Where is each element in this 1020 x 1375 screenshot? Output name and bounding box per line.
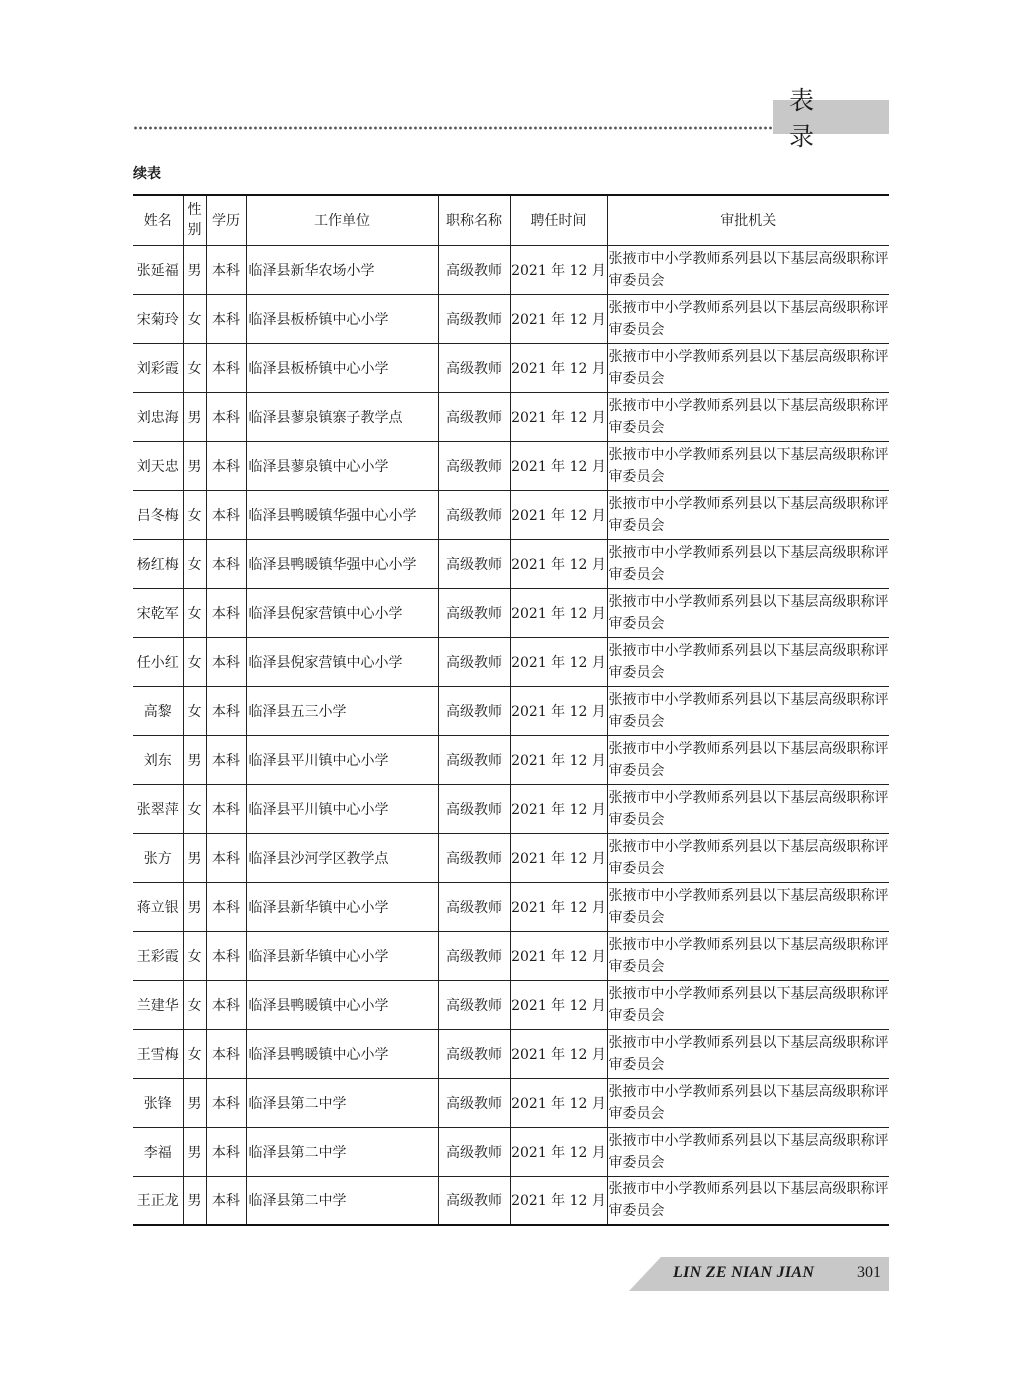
- table-row: [133, 637, 889, 686]
- authority-cell: 张掖市中小学教师系列县以下基层高级职称评审委员会: [607, 931, 889, 980]
- name-cell: 高黎: [133, 686, 183, 735]
- sex-cell: 男: [183, 1127, 206, 1176]
- authority-cell: 张掖市中小学教师系列县以下基层高级职称评审委员会: [607, 392, 889, 441]
- name-cell: 张延福: [133, 245, 183, 294]
- name-cell: 张翠萍: [133, 784, 183, 833]
- education-cell: 本科: [206, 343, 246, 392]
- work-unit-cell: 临泽县新华农场小学: [246, 245, 438, 294]
- education-cell: 本科: [206, 294, 246, 343]
- authority-cell: 张掖市中小学教师系列县以下基层高级职称评审委员会: [607, 1078, 889, 1127]
- title-cell: 高级教师: [438, 441, 510, 490]
- name-cell: 李福: [133, 1127, 183, 1176]
- sex-cell: 女: [183, 294, 206, 343]
- appointment-date-cell: 2021 年 12 月: [510, 637, 607, 686]
- education-cell: 本科: [206, 735, 246, 784]
- work-unit-cell: 临泽县蓼泉镇中心小学: [246, 441, 438, 490]
- appointment-date-cell: 2021 年 12 月: [510, 931, 607, 980]
- sex-cell: 男: [183, 392, 206, 441]
- work-unit-cell: 临泽县蓼泉镇寨子教学点: [246, 392, 438, 441]
- work-unit-cell: 临泽县第二中学: [246, 1176, 438, 1225]
- title-cell: 高级教师: [438, 539, 510, 588]
- sex-cell: 女: [183, 784, 206, 833]
- title-cell: 高级教师: [438, 294, 510, 343]
- appointment-date-cell: 2021 年 12 月: [510, 784, 607, 833]
- name-cell: 吕冬梅: [133, 490, 183, 539]
- authority-cell: 张掖市中小学教师系列县以下基层高级职称评审委员会: [607, 686, 889, 735]
- name-cell: 刘彩霞: [133, 343, 183, 392]
- work-unit-cell: 临泽县鸭暖镇华强中心小学: [246, 539, 438, 588]
- name-cell: 刘天忠: [133, 441, 183, 490]
- appointment-date-cell: 2021 年 12 月: [510, 490, 607, 539]
- authority-cell: 张掖市中小学教师系列县以下基层高级职称评审委员会: [607, 784, 889, 833]
- education-cell: 本科: [206, 539, 246, 588]
- name-cell: 王彩霞: [133, 931, 183, 980]
- education-cell: 本科: [206, 392, 246, 441]
- education-cell: 本科: [206, 1029, 246, 1078]
- table-caption: 续表: [133, 166, 161, 182]
- name-cell: 刘东: [133, 735, 183, 784]
- page-header: [133, 86, 908, 151]
- appointment-date-cell: 2021 年 12 月: [510, 245, 607, 294]
- title-cell: 高级教师: [438, 1078, 510, 1127]
- education-cell: 本科: [206, 784, 246, 833]
- name-cell: 蒋立银: [133, 882, 183, 931]
- education-cell: 本科: [206, 637, 246, 686]
- title-cell: 高级教师: [438, 343, 510, 392]
- work-unit-cell: 临泽县倪家营镇中心小学: [246, 588, 438, 637]
- table-body: [133, 245, 889, 1225]
- title-cell: 高级教师: [438, 980, 510, 1029]
- table-row: [133, 980, 889, 1029]
- sex-cell: 男: [183, 245, 206, 294]
- education-cell: 本科: [206, 833, 246, 882]
- work-unit-cell: 临泽县板桥镇中心小学: [246, 294, 438, 343]
- authority-cell: 张掖市中小学教师系列县以下基层高级职称评审委员会: [607, 343, 889, 392]
- table-row: [133, 588, 889, 637]
- work-unit-cell: 临泽县第二中学: [246, 1127, 438, 1176]
- title-cell: 高级教师: [438, 1127, 510, 1176]
- column-header-title: 职称名称: [438, 195, 510, 245]
- appointment-date-cell: 2021 年 12 月: [510, 539, 607, 588]
- authority-cell: 张掖市中小学教师系列县以下基层高级职称评审委员会: [607, 539, 889, 588]
- appointment-date-cell: 2021 年 12 月: [510, 1127, 607, 1176]
- appointment-date-cell: 2021 年 12 月: [510, 735, 607, 784]
- appointment-date-cell: 2021 年 12 月: [510, 343, 607, 392]
- sex-cell: 女: [183, 980, 206, 1029]
- appointment-date-cell: 2021 年 12 月: [510, 882, 607, 931]
- work-unit-cell: 临泽县平川镇中心小学: [246, 784, 438, 833]
- work-unit-cell: 临泽县鸭暖镇中心小学: [246, 980, 438, 1029]
- authority-cell: 张掖市中小学教师系列县以下基层高级职称评审委员会: [607, 735, 889, 784]
- title-cell: 高级教师: [438, 882, 510, 931]
- title-cell: 高级教师: [438, 637, 510, 686]
- table-row: [133, 294, 889, 343]
- appointment-date-cell: 2021 年 12 月: [510, 588, 607, 637]
- work-unit-cell: 临泽县沙河学区教学点: [246, 833, 438, 882]
- table-header-row: [133, 195, 889, 245]
- table-row: [133, 931, 889, 980]
- appointment-date-cell: 2021 年 12 月: [510, 392, 607, 441]
- table-row: [133, 686, 889, 735]
- education-cell: 本科: [206, 1078, 246, 1127]
- name-cell: 王正龙: [133, 1176, 183, 1225]
- table-row: [133, 1029, 889, 1078]
- authority-cell: 张掖市中小学教师系列县以下基层高级职称评审委员会: [607, 980, 889, 1029]
- sex-cell: 女: [183, 931, 206, 980]
- education-cell: 本科: [206, 588, 246, 637]
- sex-cell: 女: [183, 1029, 206, 1078]
- authority-cell: 张掖市中小学教师系列县以下基层高级职称评审委员会: [607, 1029, 889, 1078]
- education-cell: 本科: [206, 1127, 246, 1176]
- title-cell: 高级教师: [438, 833, 510, 882]
- column-header-name: 姓名: [133, 195, 183, 245]
- sex-cell: 女: [183, 490, 206, 539]
- column-header-appointment-date: 聘任时间: [510, 195, 607, 245]
- table-row: [133, 833, 889, 882]
- column-header-education: 学历: [206, 195, 246, 245]
- appointment-date-cell: 2021 年 12 月: [510, 441, 607, 490]
- authority-cell: 张掖市中小学教师系列县以下基层高级职称评审委员会: [607, 833, 889, 882]
- table-row: [133, 735, 889, 784]
- teacher-roster-table: [133, 194, 889, 1226]
- education-cell: 本科: [206, 980, 246, 1029]
- education-cell: 本科: [206, 882, 246, 931]
- authority-cell: 张掖市中小学教师系列县以下基层高级职称评审委员会: [607, 490, 889, 539]
- name-cell: 张锋: [133, 1078, 183, 1127]
- authority-cell: 张掖市中小学教师系列县以下基层高级职称评审委员会: [607, 882, 889, 931]
- title-cell: 高级教师: [438, 686, 510, 735]
- name-cell: 兰建华: [133, 980, 183, 1029]
- authority-cell: 张掖市中小学教师系列县以下基层高级职称评审委员会: [607, 245, 889, 294]
- table-row: [133, 784, 889, 833]
- work-unit-cell: 临泽县第二中学: [246, 1078, 438, 1127]
- name-cell: 王雪梅: [133, 1029, 183, 1078]
- sex-cell: 男: [183, 1176, 206, 1225]
- sex-cell: 男: [183, 441, 206, 490]
- table-row: [133, 882, 889, 931]
- authority-cell: 张掖市中小学教师系列县以下基层高级职称评审委员会: [607, 441, 889, 490]
- column-header-authority: 审批机关: [607, 195, 889, 245]
- sex-cell: 女: [183, 637, 206, 686]
- title-cell: 高级教师: [438, 1029, 510, 1078]
- title-cell: 高级教师: [438, 392, 510, 441]
- education-cell: 本科: [206, 441, 246, 490]
- education-cell: 本科: [206, 245, 246, 294]
- sex-cell: 女: [183, 686, 206, 735]
- authority-cell: 张掖市中小学教师系列县以下基层高级职称评审委员会: [607, 588, 889, 637]
- table-row: [133, 539, 889, 588]
- authority-cell: 张掖市中小学教师系列县以下基层高级职称评审委员会: [607, 637, 889, 686]
- sex-cell: 女: [183, 343, 206, 392]
- education-cell: 本科: [206, 686, 246, 735]
- section-title: 表 录: [773, 100, 889, 134]
- work-unit-cell: 临泽县鸭暖镇中心小学: [246, 1029, 438, 1078]
- table-row: [133, 490, 889, 539]
- education-cell: 本科: [206, 1176, 246, 1225]
- title-cell: 高级教师: [438, 735, 510, 784]
- title-cell: 高级教师: [438, 588, 510, 637]
- appointment-date-cell: 2021 年 12 月: [510, 294, 607, 343]
- table-row: [133, 1078, 889, 1127]
- work-unit-cell: 临泽县新华镇中心小学: [246, 931, 438, 980]
- sex-cell: 男: [183, 882, 206, 931]
- table-row: [133, 1176, 889, 1225]
- name-cell: 杨红梅: [133, 539, 183, 588]
- sex-cell: 男: [183, 833, 206, 882]
- column-header-work-unit: 工作单位: [246, 195, 438, 245]
- title-cell: 高级教师: [438, 245, 510, 294]
- title-cell: 高级教师: [438, 784, 510, 833]
- page-footer: [629, 1257, 889, 1291]
- sex-cell: 女: [183, 539, 206, 588]
- work-unit-cell: 临泽县鸭暖镇华强中心小学: [246, 490, 438, 539]
- education-cell: 本科: [206, 931, 246, 980]
- column-header-sex: 性 别: [183, 195, 206, 245]
- name-cell: 刘忠海: [133, 392, 183, 441]
- appointment-date-cell: 2021 年 12 月: [510, 980, 607, 1029]
- authority-cell: 张掖市中小学教师系列县以下基层高级职称评审委员会: [607, 1176, 889, 1225]
- table-row: [133, 441, 889, 490]
- table-row: [133, 343, 889, 392]
- sex-cell: 男: [183, 1078, 206, 1127]
- table-row: [133, 392, 889, 441]
- sex-cell: 男: [183, 735, 206, 784]
- page-number: 301: [857, 1264, 881, 1281]
- appointment-date-cell: 2021 年 12 月: [510, 1029, 607, 1078]
- name-cell: 任小红: [133, 637, 183, 686]
- work-unit-cell: 临泽县新华镇中心小学: [246, 882, 438, 931]
- work-unit-cell: 临泽县平川镇中心小学: [246, 735, 438, 784]
- appointment-date-cell: 2021 年 12 月: [510, 1176, 607, 1225]
- authority-cell: 张掖市中小学教师系列县以下基层高级职称评审委员会: [607, 294, 889, 343]
- education-cell: 本科: [206, 490, 246, 539]
- name-cell: 张方: [133, 833, 183, 882]
- sex-cell: 女: [183, 588, 206, 637]
- title-cell: 高级教师: [438, 1176, 510, 1225]
- name-cell: 宋乾军: [133, 588, 183, 637]
- appointment-date-cell: 2021 年 12 月: [510, 1078, 607, 1127]
- work-unit-cell: 临泽县板桥镇中心小学: [246, 343, 438, 392]
- title-cell: 高级教师: [438, 490, 510, 539]
- name-cell: 宋菊玲: [133, 294, 183, 343]
- table-row: [133, 1127, 889, 1176]
- title-cell: 高级教师: [438, 931, 510, 980]
- work-unit-cell: 临泽县倪家营镇中心小学: [246, 637, 438, 686]
- dotted-rule: [133, 124, 773, 132]
- appointment-date-cell: 2021 年 12 月: [510, 833, 607, 882]
- authority-cell: 张掖市中小学教师系列县以下基层高级职称评审委员会: [607, 1127, 889, 1176]
- table-row: [133, 245, 889, 294]
- work-unit-cell: 临泽县五三小学: [246, 686, 438, 735]
- journal-name: LIN ZE NIAN JIAN: [673, 1264, 815, 1281]
- appointment-date-cell: 2021 年 12 月: [510, 686, 607, 735]
